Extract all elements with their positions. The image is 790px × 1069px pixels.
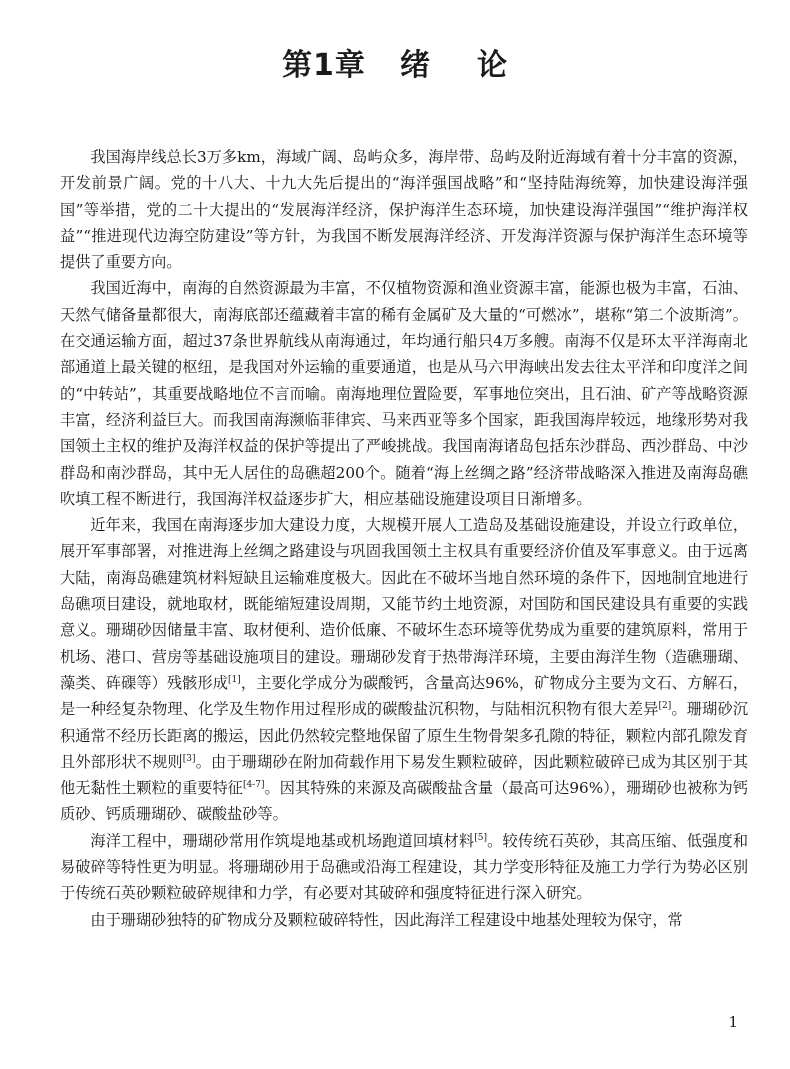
chapter-title-char-1: 绪 xyxy=(399,48,431,83)
chapter-number: 第1章 xyxy=(282,48,366,83)
paragraph-3-text-c: 。珊瑚砂沉积通常不经历长距离的搬运，因此仍然较完整地保留了原生生物骨架多孔隙的特征，颗粒内部孔隙发育且外部形状不规则 xyxy=(60,700,749,771)
paragraph-3-text-e: 。因其特殊的来源及高碳酸盐含量（最高可达96%），珊瑚砂也被称为钙质砂、钙质珊瑚砂、碳酸盐砂等。 xyxy=(60,779,748,824)
paragraph-3 xyxy=(60,512,748,828)
page-number: 1 xyxy=(728,1013,738,1031)
citation-ref: [4-7] xyxy=(242,780,265,791)
paragraph-4 xyxy=(60,828,748,907)
citation-ref: [2] xyxy=(658,701,672,712)
citation-ref: [1] xyxy=(228,674,241,685)
paragraph-5: 由于珊瑚砂独特的矿物成分及颗粒破碎特性，因此海洋工程建设中地基处理较为保守，常 xyxy=(90,910,683,929)
paragraph-4-text-b: 。较传统石英砂，其高压缩、低强度和易破碎等特性更为明显。将珊瑚砂用于岛礁或沿海工程建设，其力学变形特征及施工力学行为势必区别于传统石英砂颗粒破碎规律和力学，有必要对其破碎和强度特征进行深入研究。 xyxy=(60,831,749,903)
paragraph-3-text-d: 。由于珊瑚砂在附加荷载作用下易发生颗粒破碎，因此颗粒破碎已成为其区别于其他无黏性土颗粒的重要特征 xyxy=(60,752,749,798)
paragraph-3-text-a: 近年来，我国在南海逐步加大建设力度，大规模开展人工造岛及基础设施建设，并设立行政单位，展开军事部署，对推进海上丝绸之路建设与巩固我国领土主权具有重要经济价值及军事意义。由于远离大陆，南海岛礁建筑材料短缺且运输难度极大。因此在不破坏当地自然环境的条件下，因地制宜地进行岛礁项目建设，就地取材，既能缩短建设周期，又能节约土地资源，对国防和国民建设具有重要的实践意义。珊瑚砂因储量丰富、取材便利、造价低廉、不破坏生态环境等优势成为重要的建筑原料，常用于机场、港口、营房等基础设施项目的建设。珊瑚砂发育于热带海洋环境，主要由海洋生物（造礁珊瑚、藻类、砗磲等）残骸形成 xyxy=(60,516,748,692)
chapter-title xyxy=(0,44,790,88)
body-text xyxy=(60,144,748,933)
paragraph-3-text-b: ，主要化学成分为碳酸钙，含量高达96%，矿物成分主要为文石、方解石，是一种经复杂物理、化学及生物作用过程形成的碳酸盐沉积物，与陆相沉积物有很大差异 xyxy=(60,673,749,719)
paragraph-1: 我国海岸线总长3万多km，海域广阔、岛屿众多，海岸带、岛屿及附近海域有着十分丰富的资源，开发前景广阔。党的十八大、十九大先后提出的“海洋强国战略”和“坚持陆海统筹，加快建设海洋强国”等举措，党的二十大提出的“发展海洋经济，保护海洋生态环境，加快建设海洋强国”“维护海洋权益”“推进现代边海空防建设”等方针，为我国不断发展海洋经济、开发海洋资源与保护海洋生态环境等提供了重要方向。 xyxy=(60,148,748,272)
chapter-title-char-2: 论 xyxy=(476,48,508,83)
citation-ref: [5] xyxy=(474,832,487,843)
citation-ref: [3] xyxy=(182,753,196,764)
paragraph-4-text-a: 海洋工程中，珊瑚砂常用作筑堤地基或机场跑道回填材料 xyxy=(90,831,475,850)
paragraph-2: 我国近海中，南海的自然资源最为丰富，不仅植物资源和渔业资源丰富，能源也极为丰富，石油、天然气储备量都很大，南海底部还蕴藏着丰富的稀有金属矿及大量的“可燃冰”，堪称“第二个波斯湾”。在交通运输方面，超过37条世界航线从南海通过，年均通行船只4万多艘。南海不仅是环太平洋海南北部通道上最关键的枢纽，是我国对外运输的重要通道，也是从马六甲海峡出发去往太平洋和印度洋之间的“中转站”，其重要战略地位不言而喻。南海地理位置险要，军事地位突出，且石油、矿产等战略资源丰富，经济利益巨大。而我国南海濒临菲律宾、马来西亚等多个国家，距我国海岸较远，地缘形势对我国领土主权的维护及海洋权益的保护等提出了严峻挑战。我国南海诸岛包括东沙群岛、西沙群岛、中沙群岛和南沙群岛，其中无人居住的岛礁超200个。随着“海上丝绸之路”经济带战略深入推进及南海岛礁吹填工程不断进行，我国海洋权益逐步扩大，相应基础设施建设项目日渐增多。 xyxy=(60,279,748,508)
